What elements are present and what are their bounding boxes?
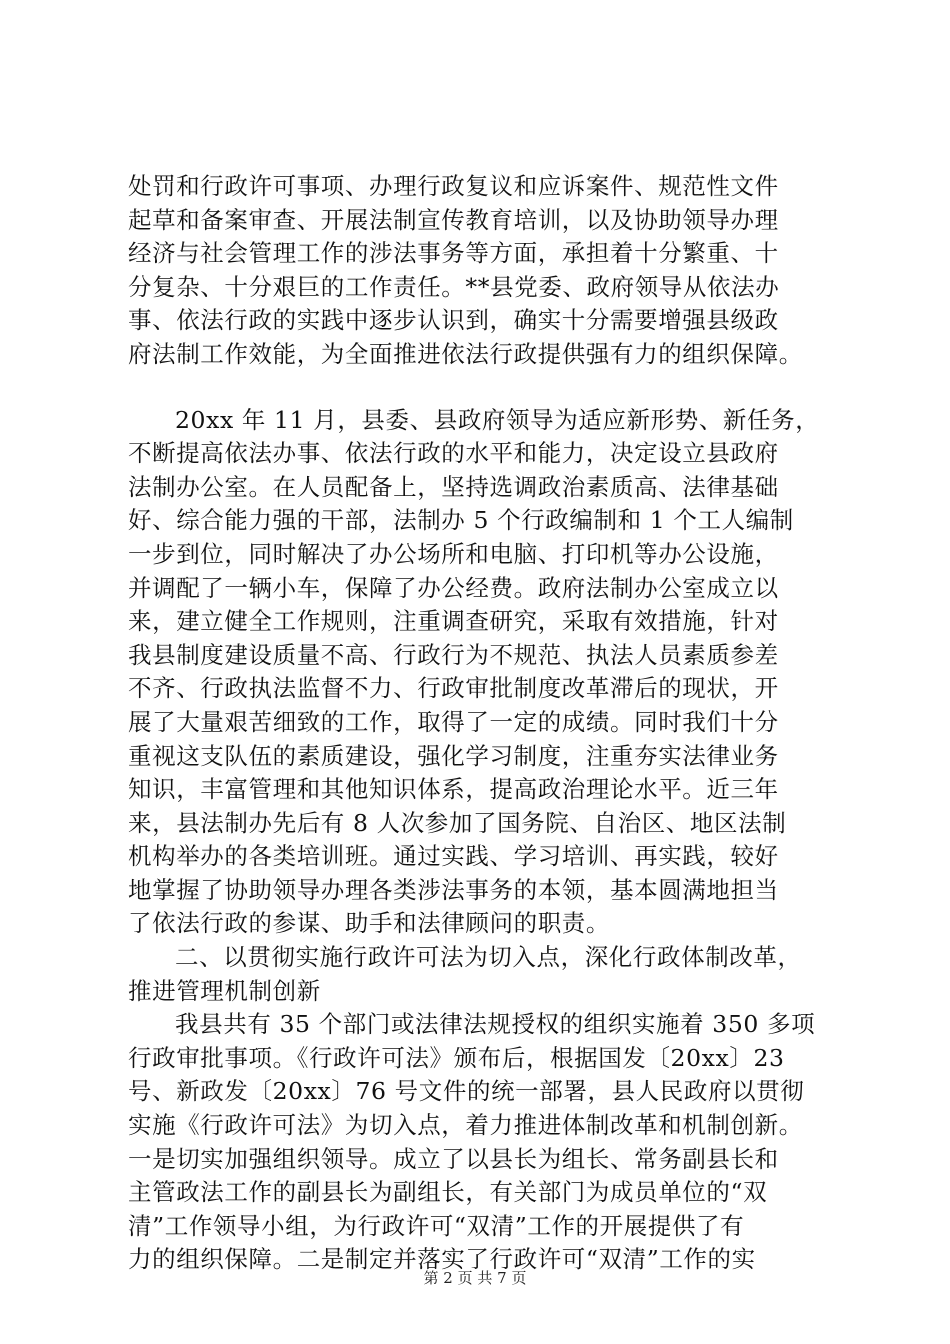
text-line: 号、新政发〔20xx〕76 号文件的统一部署，县人民政府以贯彻 [128, 1077, 805, 1106]
text-line: 展了大量艰苦细致的工作，取得了一定的成绩。同时我们十分 [128, 707, 779, 736]
text-line: 来，县法制办先后有 8 人次参加了国务院、自治区、地区法制 [128, 808, 787, 837]
page-number-footer: 第 2 页 共 7 页 [423, 1269, 527, 1287]
text-line: 机构举办的各类培训班。通过实践、学习培训、再实践，较好 [128, 842, 779, 871]
text-line: 好、综合能力强的干部，法制办 5 个行政编制和 1 个工人编制 [128, 506, 794, 535]
text-line: 来，建立健全工作规则，注重调查研究，采取有效措施，针对 [128, 607, 779, 636]
text-line: 重视这支队伍的素质建设，强化学习制度，注重夯实法律业务 [128, 741, 779, 770]
section-heading-line: 二、以贯彻实施行政许可法为切入点，深化行政体制改革， [175, 943, 802, 972]
text-line: 地掌握了协助领导办理各类涉法事务的本领，基本圆满地担当 [128, 875, 779, 904]
text-line: 经济与社会管理工作的涉法事务等方面，承担着十分繁重、十 [128, 239, 779, 268]
text-line: 起草和备案审查、开展法制宣传教育培训，以及协助领导办理 [128, 205, 779, 234]
text-line: 一步到位，同时解决了办公场所和电脑、打印机等办公设施， [128, 539, 779, 568]
text-line: 行政审批事项。《行政许可法》颁布后，根据国发〔20xx〕23 [128, 1043, 785, 1072]
text-line: 府法制工作效能，为全面推进依法行政提供强有力的组织保障。 [128, 339, 803, 368]
text-line: 事、依法行政的实践中逐步认识到，确实十分需要增强县级政 [128, 306, 779, 335]
text-line: 处罚和行政许可事项、办理行政复议和应诉案件、规范性文件 [128, 172, 779, 200]
section-heading-line: 推进管理机制创新 [128, 976, 321, 1005]
text-line: 不齐、行政执法监督不力、行政审批制度改革滞后的现状，开 [128, 674, 779, 703]
text-line: 了依法行政的参谋、助手和法律顾问的职责。 [128, 909, 610, 938]
text-line: 法制办公室。在人员配备上，坚持选调政治素质高、法律基础 [128, 472, 779, 501]
paragraph-gap [128, 372, 828, 404]
text-line: 20xx 年 11 月，县委、县政府领导为适应新形势、新任务， [175, 405, 820, 434]
text-line: 知识，丰富管理和其他知识体系，提高政治理论水平。近三年 [128, 775, 779, 804]
text-line: 清”工作领导小组，为行政许可“双清”工作的开展提供了有 [128, 1211, 745, 1240]
text-line: 我县共有 35 个部门或法律法规授权的组织实施着 350 多项 [175, 1010, 816, 1039]
text-line: 一是切实加强组织领导。成立了以县长为组长、常务副县长和 [128, 1144, 779, 1173]
text-line: 并调配了一辆小车，保障了办公经费。政府法制办公室成立以 [128, 573, 779, 602]
text-line: 不断提高依法办事、依法行政的水平和能力，决定设立县政府 [128, 439, 779, 468]
document-body [128, 170, 828, 1277]
text-line: 我县制度建设质量不高、行政行为不规范、执法人员素质参差 [128, 640, 779, 669]
text-line: 主管政法工作的副县长为副组长，有关部门为成员单位的“双 [128, 1178, 768, 1207]
text-line: 分复杂、十分艰巨的工作责任。**县党委、政府领导从依法办 [128, 272, 780, 301]
text-line: 实施《行政许可法》为切入点，着力推进体制改革和机制创新。 [128, 1111, 803, 1140]
text-line: 力的组织保障。二是制定并落实了行政许可“双清”工作的实 [128, 1245, 756, 1274]
